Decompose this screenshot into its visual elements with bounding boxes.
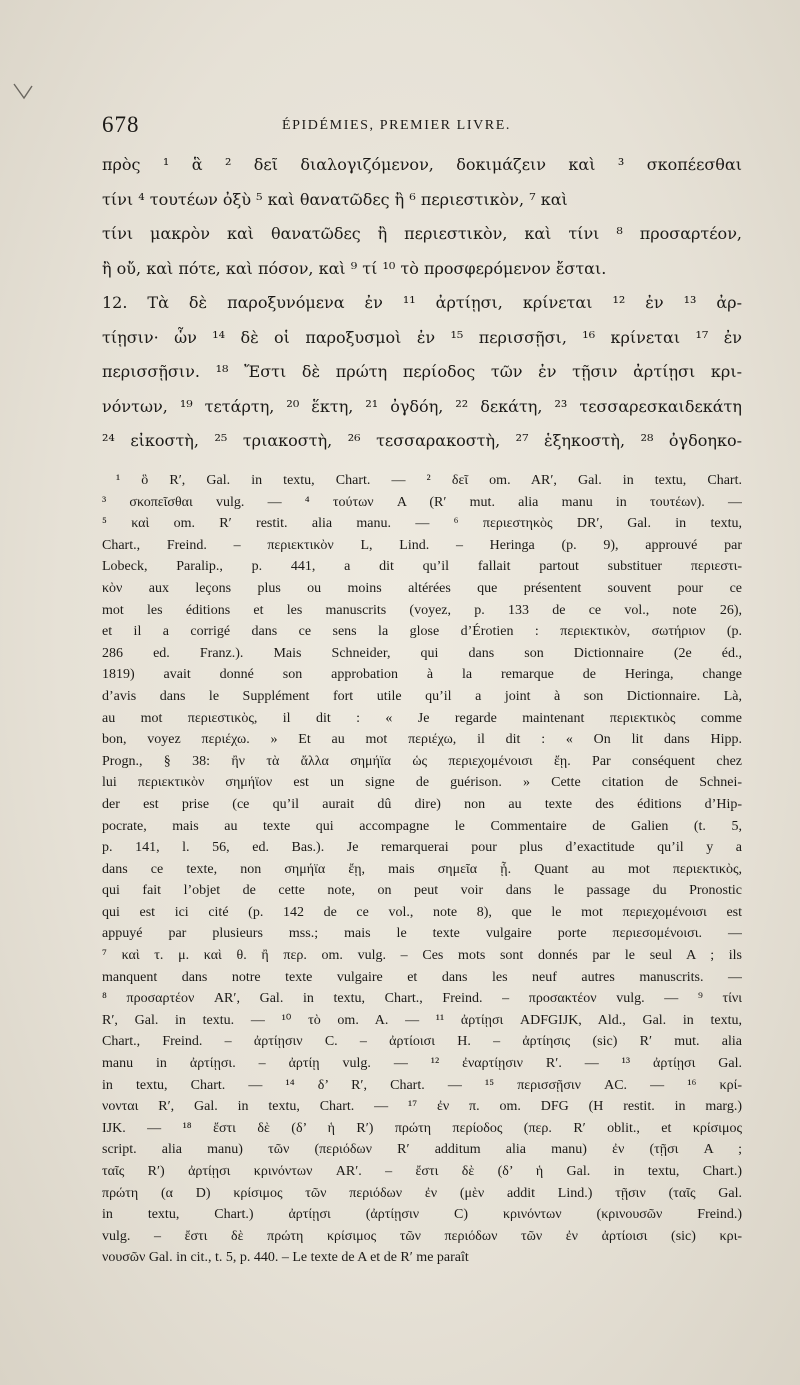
footnote-line: der est prise (ce qu’il aurait dû dire) non au texte des éditions d’Hip- [102, 796, 742, 812]
footnote-line: au mot περιεστικὸς, il dit : « Je regarde maintenant περιεκτικὸς comme [102, 710, 742, 726]
footnote-line: ταῖς R′) ἀρτίῃσι κρινόντων AR′. – ἔστι δὲ (δ’ ἡ Gal. in textu, Chart.) [102, 1164, 742, 1179]
running-title: ÉPIDÉMIES, PREMIER LIVRE. [282, 118, 511, 133]
footnote-line: p. 141, l. 56, ed. Bas.). Je remarquerai pour plus d’exactitude qu’il y a [102, 840, 742, 856]
page-header [102, 112, 742, 142]
footnote-line: qui fait l’objet de cette note, on peut voir dans le passage du Pronostic [102, 883, 742, 899]
footnote-line: pocrate, mais au texte qui accompagne le Commentaire de Galien (t. 5, [102, 818, 742, 834]
footnote-line: IJK. — ¹⁸ ἔστι δὲ (δ’ ἡ R′) πρώτη περίοδος (περ. R′ oblit., et κρίσιμος [102, 1120, 742, 1136]
footnote-line: νονται R′, Gal. in textu, Chart. — ¹⁷ ἐν π. om. DFG (H restit. in marg.) [102, 1099, 742, 1115]
footnote-line: appuyé par plusieurs mss.; mais le texte vulgaire porte περιεσομένοισι. — [102, 926, 742, 942]
footnote-line: manquent dans notre texte vulgaire et dans les neuf autres manuscrits. — [102, 969, 742, 985]
footnote-line: Chart., Freind. – περιεκτικὸν L, Lind. – Heringa (p. 9), approuvé par [102, 537, 742, 553]
footnote-line: ⁵ καὶ om. R′ restit. alia manu. — ⁶ περιεστηκὸς DR′, Gal. in textu, [102, 516, 742, 532]
text-line: τίνι μακρὸν καὶ θανατῶδες ἢ περιεστικὸν, καὶ τίνι ⁸ προσαρτέον, [102, 224, 742, 243]
main-text [102, 148, 742, 459]
footnote-line: dans ce texte, non σημήϊα ἔῃ, mais σημεῖα ᾖ. Quant au mot περιεκτικὸς, [102, 861, 742, 877]
pencil-mark [10, 78, 38, 106]
footnote-line: ³ σκοπεῖσθαι vulg. — ⁴ τούτων A (R′ mut. alia manu in τουτέων). — [102, 494, 742, 510]
text-line: ²⁴ εἰκοστὴ, ²⁵ τριακοστὴ, ²⁶ τεσσαρακοστὴ, ²⁷ ἑξηκοστὴ, ²⁸ ὀγδοηκο- [102, 431, 742, 450]
footnote-line: ¹ ὃ R′, Gal. in textu, Chart. — ² δεῖ om. AR′, Gal. in textu, Chart. [116, 473, 742, 488]
text-line: πρὸς ¹ ἃ ² δεῖ διαλογιζόμενον, δοκιμάζειν καὶ ³ σκοπέεσθαι [102, 155, 742, 174]
footnote-line: R′, Gal. in textu. — ¹⁰ τὸ om. A. — ¹¹ ἀρτίῃσι ADFGIJK, Ald., Gal. in textu, [102, 1012, 742, 1028]
text-line: ἢ οὔ, καὶ πότε, καὶ πόσον, καὶ ⁹ τί ¹⁰ τὸ προσφερόμενον ἔσται. [102, 258, 607, 278]
footnote-line: κὸν aux leçons plus ou moins altérées que présentent souvent pour ce [102, 580, 742, 596]
footnote-line: d’avis dans le Supplément fort utile qu’il a joint à son Dictionnaire. Là, [102, 688, 742, 704]
footnote-line: et il a corrigé dans ce sens la glose d’Érotien : περιεκτικὸν, σωτήριον (p. [102, 624, 742, 640]
footnote-line: ⁸ προσαρτέον AR′, Gal. in textu, Chart., Freind. – προσακτέον vulg. — ⁹ τίνι [102, 991, 742, 1007]
footnote-line: lui περιεκτικὸν σημήϊον est un signe de guérison. » Cette citation de Schnei- [102, 775, 742, 791]
footnote-line: ⁷ καὶ τ. μ. καὶ θ. ἢ περ. om. vulg. – Ces mots sont donnés par le seul A ; ils [102, 948, 742, 964]
footnote-line: Chart., Freind. – ἀρτίῃσιν C. – ἀρτίοισι H. – ἀρτίησις (sic) R′ mut. alia [102, 1034, 742, 1050]
footnote-line: in textu, Chart. — ¹⁴ δ’ R′, Chart. — ¹⁵ περισσῇσιν AC. — ¹⁶ κρί- [102, 1077, 742, 1093]
footnote-line: manu in ἀρτίῃσι. – ἀρτίῃ vulg. — ¹² ἐναρτίῃσιν R′. — ¹³ ἀρτίῃσι Gal. [102, 1056, 742, 1072]
footnote-line: script. alia manu) τῶν (περιόδων R′ additum alia manu) ἐν (τῇσι A ; [102, 1142, 742, 1158]
footnotes [102, 470, 742, 1269]
footnote-line: in textu, Chart.) ἀρτίῃσι (ἀρτίῃσιν C) κρινόντων (κρινουσῶν Freind.) [102, 1207, 742, 1223]
footnote-line: bon, voyez περιέχω. » Et au mot περιέχω, il dit : « On lit dans Hipp. [102, 732, 742, 748]
footnote-line: νουσῶν Gal. in cit., t. 5, p. 440. – Le texte de A et de R′ me paraît [102, 1250, 469, 1266]
footnote-line: Lobeck, Paralip., p. 441, a dit qu’il fallait partout substituer περιεστι- [102, 559, 742, 575]
text-line: 12. Τὰ δὲ παροξυνόμενα ἐν ¹¹ ἀρτίῃσι, κρίνεται ¹² ἐν ¹³ ἀρ- [102, 293, 742, 312]
footnote-line: mot les éditions et les manuscrits (voyez, p. 133 de ce vol., note 26), [102, 602, 742, 618]
footnote-line: πρώτη (α D) κρίσιμος τῶν περιόδων ἐν (μὲν addit Lind.) τῇσιν (ταῖς Gal. [102, 1185, 742, 1201]
text-line: τίῃσιν· ὧν ¹⁴ δὲ οἱ παροξυσμοὶ ἐν ¹⁵ περισσῇσι, ¹⁶ κρίνεται ¹⁷ ἐν [102, 327, 742, 347]
footnote-line: qui est ici cité (p. 142 de ce vol., note 8), que le mot περιεχομένοισι est [102, 904, 742, 920]
footnote-line: 286 ed. Franz.). Mais Schneider, qui dans son Dictionnaire (2e éd., [102, 645, 742, 661]
footnote-line: 1819) avait donné son approbation à la remarque de Heringa, change [102, 667, 742, 683]
text-line: νόντων, ¹⁹ τετάρτη, ²⁰ ἕκτη, ²¹ ὀγδόη, ²² δεκάτη, ²³ τεσσαρεσκαιδεκάτη [102, 396, 742, 416]
footnote-line: Progn., § 38: ἢν τὰ ἄλλα σημήϊα ὡς περιεχομένοισι ἔῃ. Par conséquent chez [102, 753, 742, 769]
footnote-line: vulg. – ἔστι δὲ πρώτη κρίσιμος τῶν περιόδων τῶν ἐν ἀρτίοισι (sic) κρι- [102, 1228, 742, 1244]
text-line: περισσῇσιν. ¹⁸ Ἔστι δὲ πρώτη περίοδος τῶν ἐν τῇσιν ἀρτίῃσι κρι- [102, 362, 742, 381]
text-line: τίνι ⁴ τουτέων ὀξὺ ⁵ καὶ θανατῶδες ἢ ⁶ περιεστικὸν, ⁷ καὶ [102, 189, 568, 209]
page-number: 678 [102, 112, 140, 137]
